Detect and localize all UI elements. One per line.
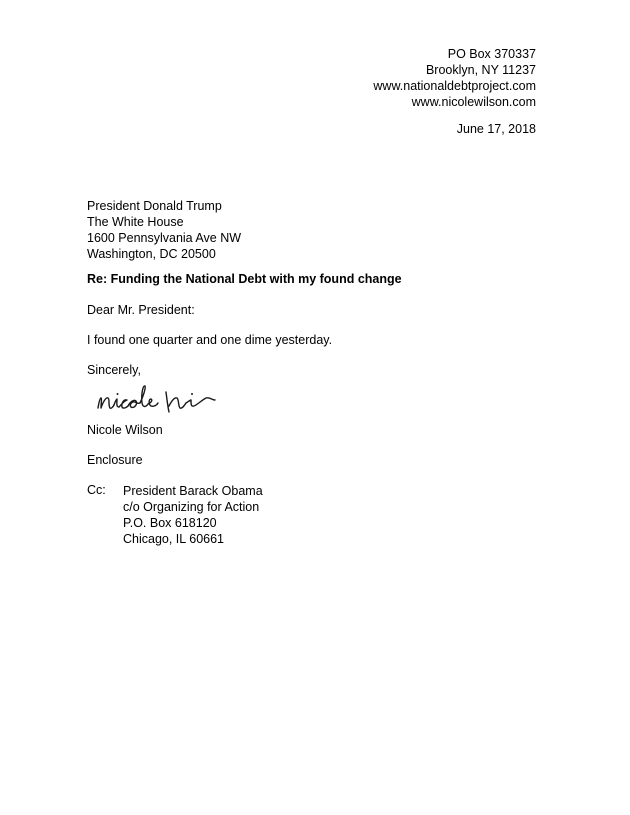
- recipient-city: Washington, DC 20500: [87, 247, 216, 261]
- signer-name: Nicole Wilson: [87, 423, 163, 437]
- enclosure-note: Enclosure: [87, 453, 143, 467]
- recipient-street: 1600 Pennsylvania Ave NW: [87, 231, 242, 245]
- letter-body: I found one quarter and one dime yesterday.: [87, 333, 333, 347]
- sender-po-box: PO Box 370337: [447, 47, 536, 61]
- recipient-address: [87, 198, 241, 262]
- cc-org: c/o Organizing for Action: [123, 500, 260, 514]
- sender-website-2: www.nicolewilson.com: [411, 95, 536, 109]
- letter-date: June 17, 2018: [456, 122, 536, 136]
- subject-line: Re: Funding the National Debt with my found change: [87, 272, 402, 286]
- salutation: Dear Mr. President:: [87, 303, 195, 317]
- cc-city: Chicago, IL 60661: [123, 532, 225, 546]
- recipient-org: The White House: [87, 215, 184, 229]
- handwritten-signature: [94, 378, 224, 418]
- sender-city: Brooklyn, NY 11237: [425, 63, 536, 77]
- cc-po-box: P.O. Box 618120: [123, 516, 217, 530]
- cc-address: [123, 483, 263, 547]
- sender-website-1: www.nationaldebtproject.com: [373, 79, 536, 93]
- cc-label: Cc:: [87, 483, 106, 497]
- closing: Sincerely,: [87, 363, 141, 377]
- cc-name: President Barack Obama: [123, 484, 263, 498]
- recipient-name: President Donald Trump: [87, 199, 222, 213]
- sender-address: [373, 46, 536, 110]
